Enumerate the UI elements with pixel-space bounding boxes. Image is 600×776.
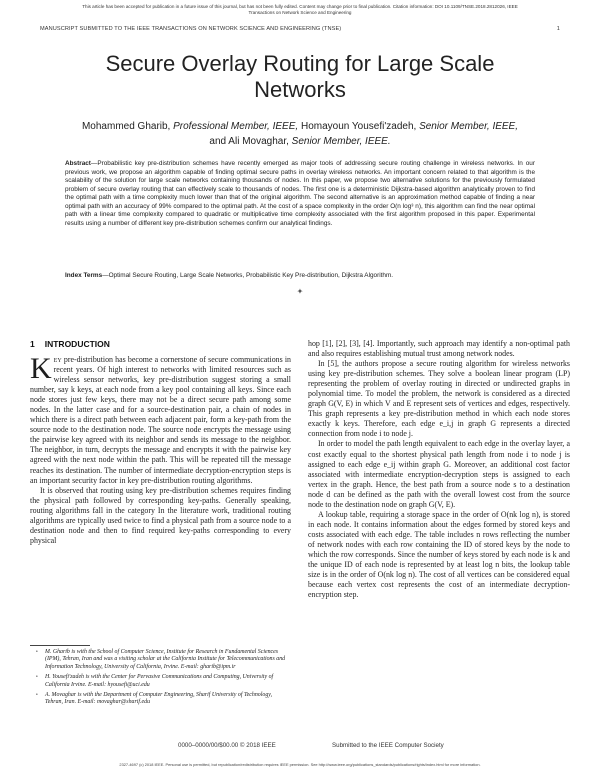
index-terms bbox=[65, 272, 535, 281]
author-list bbox=[40, 119, 560, 149]
publication-notice bbox=[30, 4, 570, 17]
right-paragraph-3: In order to model the path length equivalent to each edge in the overlay layer, a cost exactly equal to the shortest physical path length from node i to node j is assigned to each edge e_ij within graph G. Moreover, an additional cost factor associated with intermediate encryption-decryption steps is assigned to each vertex in the graph. Hence, the best path from a source node s to a destination node d can be defined as the path with the overall lowest cost from the source node to the destination node on graph G(V, E). bbox=[308, 439, 570, 509]
author-2-role: Senior Member, IEEE, bbox=[419, 121, 519, 132]
lead-word: ey bbox=[53, 355, 62, 364]
left-column bbox=[30, 339, 291, 546]
footnote-rule bbox=[30, 645, 90, 646]
intro-paragraph-1-text: pre-distribution has become a cornerstone of secure communications in recent years. Of high interest to networks with limited resources such as wireless sensor networks, key pre-distribution suggest storing a small number, say k keys, at each node from a key pool containing all keys. Since each node stores just few keys, there may not be a direct secure path among some nodes. In the latter case and for a source-destination pair, a chain of nodes in which there is a direct path between each adjacent pair, form a key-path from the source node to the destination node. The source node encrypts the message using the pairwise key agreed with its neighbor and sends its message to the neighbor. The neighbor, in turn, decrypts the message and encrypts it with the pairwise key agreed with the next node within the path. This will be repeated till the message reaches its destination. The number of intermediate decryption-encryption steps is an important security factor in key pre-distribution routing algorithms. bbox=[30, 355, 292, 485]
running-head bbox=[40, 26, 560, 32]
running-head-text: MANUSCRIPT SUBMITTED TO THE IEEE TRANSACTIONS ON NETWORK SCIENCE AND ENGINEERING (TNSE) bbox=[40, 26, 342, 32]
copyright-left: 0000–0000/00/$00.00 © 2018 IEEE bbox=[178, 742, 276, 749]
footnote-bullet: • bbox=[36, 650, 38, 655]
author-1-name: Mohammed Gharib, bbox=[81, 121, 171, 132]
copyright-right: Submitted to the IEEE Computer Society bbox=[332, 742, 444, 749]
footnote-2 bbox=[36, 674, 291, 689]
section-number: 1 bbox=[30, 339, 35, 349]
index-terms-label: Index Terms bbox=[65, 272, 103, 279]
footnote-1 bbox=[36, 649, 291, 671]
section-title: INTRODUCTION bbox=[44, 339, 110, 349]
publication-notice-line1: This article has been accepted for publication in a future issue of this journal, but has not been fully edited. Content may change prior to final publication. Citation information: DOI 10.1109/TNSE.2018.2812026, IEEE bbox=[82, 4, 518, 9]
footnotes bbox=[36, 649, 291, 707]
footnote-1-text: M. Gharib is with the School of Computer Science, Institute for Research in Fundamental Sciences (IPM), Tehran, Iran and was a visiting scholar at the California Institute for Telecommunications and Information Technology, University of California, Irvine. E-mail: gharib@ipm.ir bbox=[45, 649, 286, 670]
publication-notice-line2: Transactions on Network Science and Engineering bbox=[248, 10, 352, 16]
intro-paragraph-2: It is observed that routing using key pre-distribution schemes requires finding the physical path followed by corresponding key-paths. Generally speaking, routing algorithms fall in the category In the literature work, traditional routing algorithms are typically used twice to find a physical path from a source node to a destination node and then to find required key-paths corresponding to every physical bbox=[30, 485, 291, 545]
paper-title-line1: Secure Overlay Routing for Large Scale bbox=[105, 51, 495, 76]
paper-title-line2: Networks bbox=[254, 77, 346, 102]
abstract-label: Abstract bbox=[65, 160, 91, 167]
intro-paragraph-1 bbox=[30, 352, 292, 486]
footnote-bullet: • bbox=[36, 675, 38, 681]
paper-title bbox=[40, 51, 560, 103]
bottom-permission-notice: 2327-4697 (c) 2018 IEEE. Personal use is permitted, but republication/redistribution requires IEEE permission. See http://www.ieee.org/publications_standards/publications/rights/index.html for more information. bbox=[119, 762, 481, 767]
author-3-role: Senior Member, IEEE. bbox=[291, 136, 391, 147]
abstract bbox=[65, 160, 535, 228]
abstract-text: —Probabilistic key pre-distribution schemes have recently emerged as major tools of addressing secure routing challenge in wireless networks. In our previous work, we propose an algorithm capable of finding optimal secure paths in overlay wireless networks. An important concern related to that algorithm is the scalability of the solution for large scale networks containing thousands of nodes. In this paper, we propose two alternative solutions for the previously formulated problem of secure overlay routing that can effectively scale to thousands of nodes. The first one is a deterministic Dijkstra-based algorithm analytically proven to find the optimal path with a time complexity much lower than that of the original algorithm. The second alternative is an approximation method capable of finding a near optimal path with an accuracy of 99% compared to the optimal path. At the cost of a space complexity in the order O(n log³ n), this algorithm can find the near optimal path with a linear time complexity compared to quadratic or multiplicative time complexity associated with the first algorithm proposed in this paper. Experimental results using a number of different key pre-distribution schemes confirm our analytical findings. bbox=[65, 160, 535, 227]
section-separator-icon: ✦ bbox=[296, 287, 304, 296]
drop-cap: K bbox=[30, 352, 52, 385]
right-paragraph-1: hop [1], [2], [3], [4]. Importantly, such approach may identify a non-optimal path and also requires establishing mutual trust among network nodes. bbox=[308, 339, 570, 359]
footnote-2-text: H. Yousefi'zadeh is with the Center for Pervasive Communications and Computing, University of California Irvine. E-mail: hyousefi@uci.edu bbox=[45, 674, 274, 688]
footnote-bullet: • bbox=[36, 693, 38, 699]
right-column bbox=[308, 339, 570, 600]
author-3-name: and Ali Movaghar, bbox=[209, 136, 289, 147]
right-paragraph-4: A lookup table, requiring a storage space in the order of O(nk log n), is stored in each node. It contains information about the edges formed by stored keys and costs associated with each edge. The table includes n rows reflecting the number of network nodes with each row containing the ID of stored keys by the node to which the row corresponds. Since the number of keys stored by each node is k and the unique ID of each node is represented by at least log n bits, the lookup table size is in the order of O(nk log n). The cost of all vertices can be considered equal because each vertex cost represents the cost of an intermediate decryption-encryption step. bbox=[308, 509, 570, 600]
section-heading bbox=[30, 339, 291, 349]
author-2-name: Homayoun Yousefi'zadeh, bbox=[300, 121, 417, 132]
page-number: 1 bbox=[556, 26, 560, 32]
right-paragraph-2: In [5], the authors propose a secure routing algorithm for wireless networks using key pre-distribution schemes. They solve a boolean linear program (LP) representing the problem of overlay routing in directed or undirected graphs in polynomial time. To model the problem, the network is considered as a directed graph G(V, E) in which V and E represent sets of vertices and edges, respectively. This graph represents a key pre-distribution method in which each node stores exactly k keys. Therefore, each edge e_i,j in graph G represents a directed connection from node i to node j. bbox=[308, 359, 570, 439]
footnote-3-text: A. Movaghar is with the Department of Computer Engineering, Sharif University of Technology, Tehran, Iran. E-mail: movaghar@sharif.edu bbox=[45, 692, 273, 706]
index-terms-text: —Optimal Secure Routing, Large Scale Networks, Probabilistic Key Pre-distribution, Dijkstra Algorithm. bbox=[102, 272, 394, 279]
author-1-role: Professional Member, IEEE, bbox=[173, 121, 299, 132]
footnote-3 bbox=[36, 692, 291, 707]
